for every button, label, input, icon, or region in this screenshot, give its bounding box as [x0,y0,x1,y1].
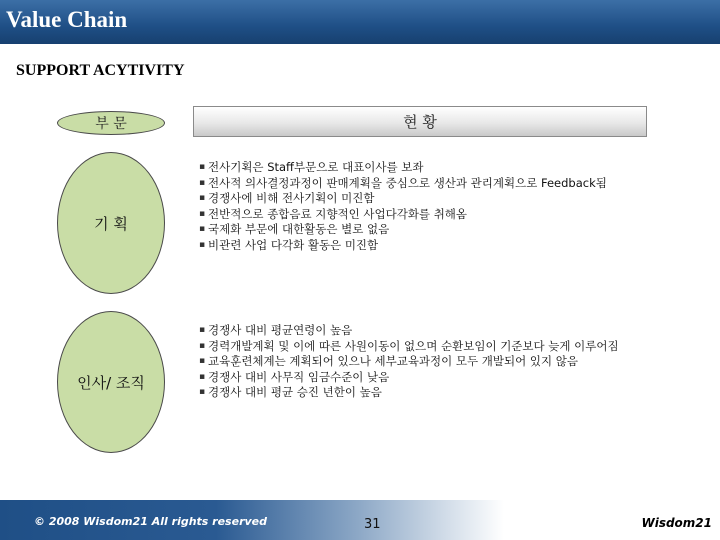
list-item: ▪ 경쟁사 대비 사무직 임금수준이 낮음 [199,370,649,386]
hr-status-list [199,323,649,401]
page-number: 31 [364,517,381,532]
brand-logo: Wisdom21 [641,516,712,530]
planning-status-list [199,160,649,253]
department-header: 부 문 [57,111,165,135]
status-header: 현 황 [193,106,647,137]
copyright-text: © 2008 Wisdom21 All rights reserved [34,515,267,528]
department-planning: 기 획 [57,152,165,294]
slide-title: Value Chain [6,7,128,32]
list-item: ▪ 교육훈련체계는 계획되어 있으나 세부교육과정이 모두 개발되어 있지 않음 [199,354,649,370]
department-hr-organization: 인사/ 조직 [57,311,165,453]
list-item: ▪ 경력개발계획 및 이에 따른 사원이동이 없으며 순환보임이 기준보다 늦게 이루어짐 [199,339,649,355]
list-item: ▪ 경쟁사 대비 평균 승진 년한이 높음 [199,385,649,401]
section-label: SUPPORT ACYTIVITY [16,62,185,79]
list-item: ▪ 국제화 부문에 대한활동은 별로 없음 [199,222,649,238]
list-item: ▪ 전사적 의사결정과정이 판매계획을 중심으로 생산과 관리계획으로 Feedback됨 [199,176,649,192]
list-item: ▪ 비관련 사업 다각화 활동은 미진함 [199,238,649,254]
list-item: ▪ 경쟁사 대비 평균연령이 높음 [199,323,649,339]
list-item: ▪ 전반적으로 종합음료 지향적인 사업다각화를 취해옴 [199,207,649,223]
list-item: ▪ 전사기획은 Staff부문으로 대표이사를 보좌 [199,160,649,176]
list-item: ▪ 경쟁사에 비해 전사기획이 미진함 [199,191,649,207]
title-bar [0,0,720,44]
